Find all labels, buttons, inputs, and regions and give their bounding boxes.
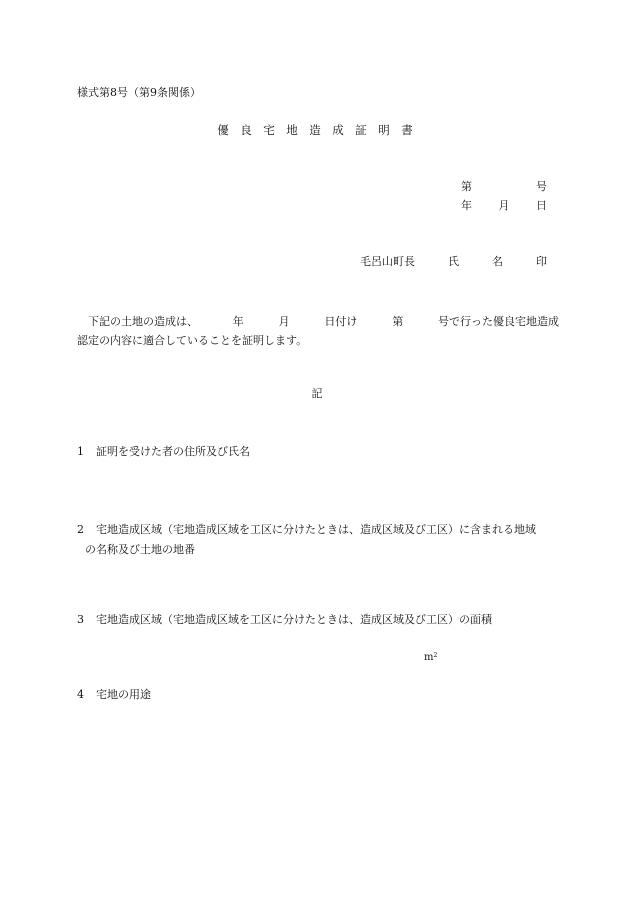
statement-line-1 — [77, 312, 559, 331]
document-title: 優 良 宅 地 造 成 証 明 書 — [217, 123, 413, 137]
certification-statement — [77, 312, 559, 350]
statement-month: 月 — [278, 315, 290, 328]
area-unit-exponent: 2 — [433, 652, 438, 659]
item-2 — [77, 520, 559, 560]
area-unit — [424, 653, 437, 663]
item-number: 3 — [77, 613, 84, 626]
number-suffix: 号 — [536, 180, 547, 193]
statement-intro: 下記の土地の造成は、 — [88, 315, 198, 328]
statement-line-2: 認定の内容に適合していることを証明します。 — [77, 334, 308, 347]
seal-mark: 印 — [536, 255, 547, 268]
item-2-line-1 — [77, 520, 559, 540]
issue-day-label: 日 — [536, 199, 547, 212]
certificate-number-line — [461, 181, 547, 192]
item-number: 1 — [77, 445, 84, 458]
item-text: 宅地の用途 — [96, 688, 151, 701]
issue-month-label: 月 — [498, 199, 510, 212]
number-prefix: 第 — [461, 180, 472, 193]
item-2-continuation: の名称及び土地の地番 — [85, 543, 195, 556]
statement-year: 年 — [232, 315, 244, 328]
issue-date-line — [461, 200, 547, 211]
item-1 — [77, 446, 250, 457]
issuer-shi: 氏 — [448, 255, 459, 268]
ki-heading: 記 — [311, 387, 323, 400]
item-text: 証明を受けた者の住所及び氏名 — [96, 445, 250, 458]
issue-year-label: 年 — [461, 199, 472, 212]
item-text: 宅地造成区域（宅地造成区域を工区に分けたときは、造成区域及び工区）の面積 — [96, 613, 492, 626]
form-number: 様式第8号（第9条関係） — [77, 86, 201, 99]
issuer-mei: 名 — [492, 255, 503, 268]
statement-date: 日付け — [324, 315, 358, 328]
issuer-title: 毛呂山町長 — [360, 255, 415, 268]
item-number: 2 — [77, 523, 84, 536]
issuer-line — [360, 256, 547, 267]
item-3 — [77, 614, 492, 625]
statement-rest: 号で行った優良宅地造成 — [437, 315, 559, 328]
item-text: 宅地造成区域（宅地造成区域を工区に分けたときは、造成区域及び工区）に含まれる地域 — [96, 523, 536, 536]
item-number: 4 — [77, 688, 84, 701]
area-unit-base: m — [424, 652, 434, 663]
item-4 — [77, 689, 151, 700]
statement-number-prefix: 第 — [392, 315, 404, 328]
